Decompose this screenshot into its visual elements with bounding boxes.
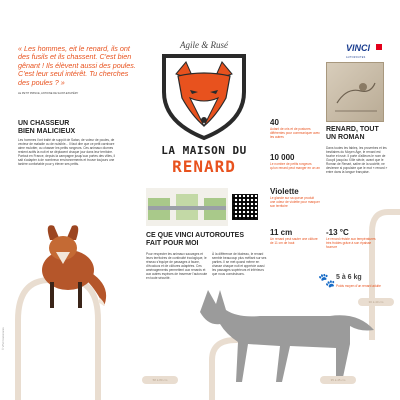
vinci-body: Pour respecter les animaux sauvages et leurs territoires de continuité écologique, le réseau s'équipe de passages à faune, d'écoducs et de clôtures adaptées. Ces aménagements permettent aux renards et aux autres espèces de traverser l'autoroute en toute sécurité. xyxy=(146,252,208,280)
stat-desc: Le nombre de petits rongeurs qu'un renard peut manger en un an xyxy=(270,162,320,170)
quote-source: LE PETIT PRINCE, ANTOINE DE SAINT-EXUPÉRY xyxy=(18,92,79,95)
brand-logo xyxy=(346,38,382,59)
measure-desc: Le renard résiste aux températures très froides grâce à son épaisse fourrure xyxy=(326,237,376,249)
title-line2: RENARD xyxy=(172,157,236,176)
measure-value: 11 cm xyxy=(270,228,293,237)
size-pill-tail: 30 à 40 cm xyxy=(358,298,394,306)
engraving-sketch xyxy=(327,63,383,121)
wildlife-crossing-image xyxy=(146,188,228,226)
brand-cross-icon xyxy=(376,44,382,50)
credit-text: © VINCI Autoroutes xyxy=(2,327,5,350)
title-line1: LA MAISON DU xyxy=(161,144,247,157)
stat-desc: Le glande sur sa queue produit une odeur de violette pour marquer son territoire xyxy=(270,196,320,208)
stat-value: 10 000 xyxy=(270,153,295,162)
stat-value: 40 xyxy=(270,118,279,127)
measure-2 xyxy=(326,228,376,249)
hunter-body: Les hommes l'ont traité de suppôt de Satan, de voleur de poules, de vecteur de maladie ou de nuisible... Il faut dire que ce petit carnivore aime mulotter, ou chasser les petits rongeurs. Ces animaux diurnes restent actifs la nuit et se déplacent chaque jour dans leur territoire. Partout en France, depuis la campagne jusqu'aux portes des villes, il sait s'adapter à de nombreux environnements et trouve toujours une tanière confortable pour y élever ses petits. xyxy=(18,138,115,166)
quote-text: « Les hommes, eit le renard, ils ont des fusils et ils chassent. C'est bien gênant ! Ils élèvent aussi des poules. C'est leur seul intérêt. Tu cherches des poules ? » xyxy=(18,44,136,87)
stat-3 xyxy=(270,187,320,208)
stat-1 xyxy=(270,118,320,139)
brand-name: VINCI xyxy=(346,43,371,53)
fox-photo xyxy=(20,210,110,312)
brand-sub: AUTOROUTES xyxy=(346,56,366,59)
qr-code[interactable] xyxy=(232,194,258,220)
weight-desc: Poids moyen d'un renard adulte xyxy=(336,284,381,288)
fox-shield-emblem xyxy=(156,46,252,142)
stat-2 xyxy=(270,153,320,170)
page-title xyxy=(148,144,260,176)
crossing-illustration xyxy=(146,188,228,226)
subtitle: Agile & Rusé xyxy=(180,40,228,50)
stat-desc: Autant de cris et de postures différentes pour communiquer avec les autres xyxy=(270,127,320,139)
vinci-body-2: À la différence de blaireau, le renard semble beaucoup plus méfiant sur ses parties. Il se met quand même en chasse chaque nuit et apprécie aussi les passages supérieurs et inférieurs que nous construisons. xyxy=(212,252,267,276)
roman-body: Dans toutes les fables, les proverbes et les bestiaires du Moyen Âge, le renard est fourbe et rusé. Il porte d'ailleurs le nom de Goupil jusqu'au XIIIe siècle, avant que le Roman de Renart, satire de la société, ne devienne si populaire que le mot « renard » entre dans la langue française. xyxy=(326,146,388,174)
size-pill-height: 35 à 45 cm xyxy=(320,376,356,384)
measure-desc: Un renard peut sauter une clôture de 11 cm de haut xyxy=(270,237,318,245)
stat-value: Violette xyxy=(270,187,299,196)
roman-heading: RENARD, TOUT UN ROMAN xyxy=(326,126,379,141)
fox-engraving-image xyxy=(326,62,384,122)
measure-1 xyxy=(270,228,320,245)
paw-print-icon: 🐾 xyxy=(318,272,336,288)
measure-value: -13 °C xyxy=(326,228,349,237)
size-pill-length: 58 à 80 cm xyxy=(142,376,178,384)
hunter-heading: UN CHASSEUR BIEN MALICIEUX xyxy=(18,120,76,135)
vinci-heading: CE QUE VINCI AUTOROUTES FAIT POUR MOI xyxy=(146,232,245,247)
weight-value: 5 à 6 kg xyxy=(336,274,362,281)
